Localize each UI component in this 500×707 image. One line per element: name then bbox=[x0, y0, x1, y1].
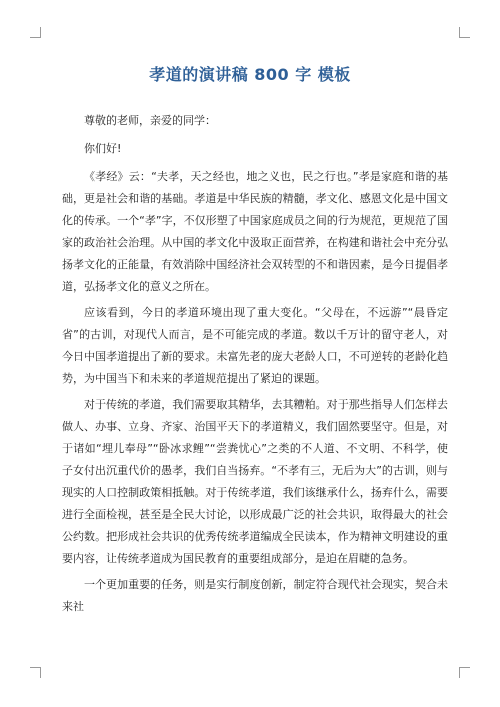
corner-mark-bottom-right bbox=[459, 667, 470, 678]
corner-mark-top-left bbox=[30, 27, 41, 38]
salutation: 尊敬的老师，亲爱的同学： bbox=[84, 114, 216, 127]
page-title: 孝道的演讲稿 800 字 模板 bbox=[149, 65, 351, 84]
paragraph-1: 《孝经》云：“夫孝，天之经也，地之义也，民之行也。”孝是家庭和谐的基础，更是社会和谐的基础。孝道是中华民族的精髓，孝文化、感恩文化是中国文化的传承。一个“孝”字，不仅形塑了中国家庭成员之间的行为规范，更规范了国家的政治社会治理。从中国的孝文化中汲取正面营养，在构建和谐社会中充分弘扬孝文化的正能量，有效消除中国经济社会双转型的不和谐因素，是今日提倡孝道，弘扬孝文化的意义之所在。 bbox=[62, 170, 448, 293]
greeting: 你们好! bbox=[84, 142, 122, 155]
corner-mark-bottom-left bbox=[30, 667, 41, 678]
corner-mark-top-right bbox=[459, 27, 470, 38]
document-body bbox=[62, 110, 448, 618]
paragraph-4: 一个更加重要的任务，则是实行制度创新，制定符合现代社会现实，契合未来社 bbox=[62, 578, 448, 613]
paragraph-2: 应该看到，今日的孝道环境出现了重大变化。“父母在，不远游”“晨昏定省”的古训，对现代人而言，是不可能完成的孝道。数以千万计的留守老人，对今日中国孝道提出了新的要求。未富先老的庞大老龄人口，不可逆转的老龄化趋势，为中国当下和未来的孝道规范提出了紧迫的课题。 bbox=[62, 306, 448, 385]
paragraph-3: 对于传统的孝道，我们需要取其精华，去其糟粕。对于那些指导人们怎样去做人、办事、立身、齐家、治国平天下的孝道精义，我们固然要坚守。但是，对于诸如“埋儿奉母”“卧冰求鲤”“尝粪忧心”之类的不人道、不文明、不科学，使子女付出沉重代价的愚孝，我们自当扬弃。“不孝有三，无后为大”的古训，则与现实的人口控制政策相抵触。对于传统孝道，我们该继承什么，扬弃什么，需要进行全面检视，甚至是全民大讨论，以形成最广泛的社会共识，取得最大的社会公约数。把形成社会共识的优秀传统孝道编成全民读本，作为精神文明建设的重要内容，让传统孝道成为国民教育的重要组成部分，是迫在眉睫的急务。 bbox=[62, 398, 448, 565]
